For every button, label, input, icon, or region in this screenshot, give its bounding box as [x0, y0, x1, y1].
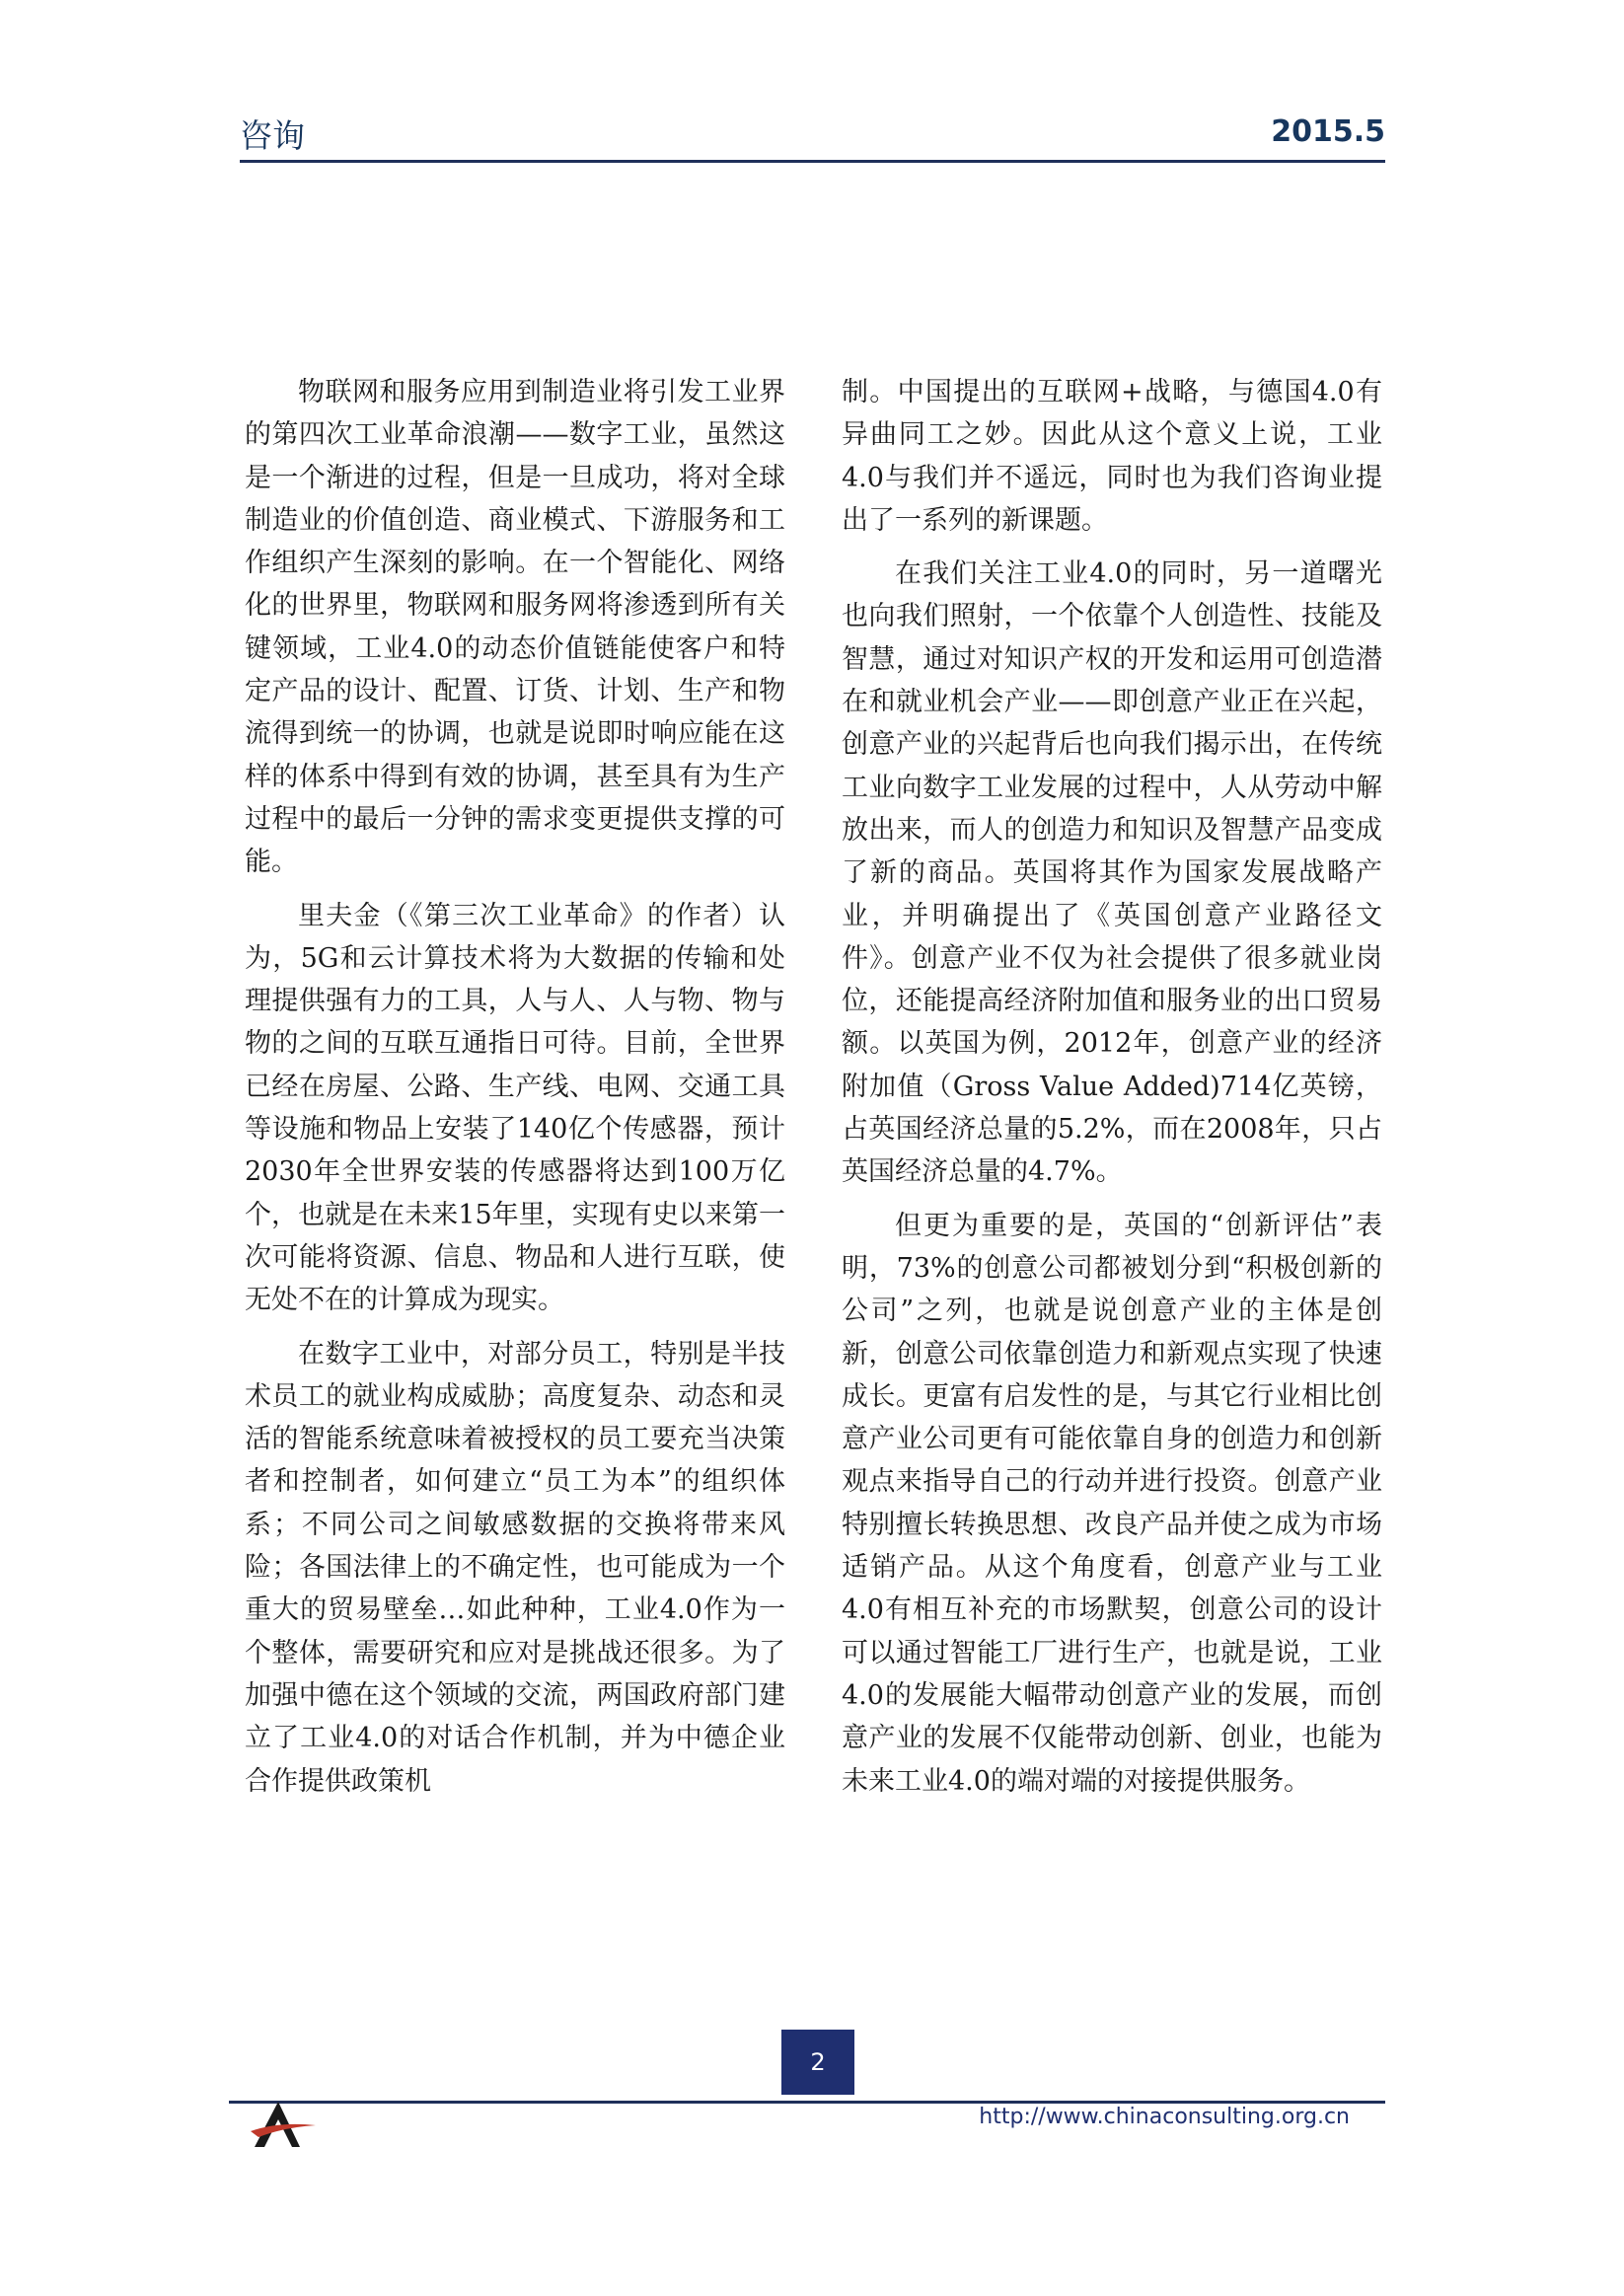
- paragraph: 但更为重要的是，英国的“创新评估”表明，73%的创意公司都被划分到“积极创新的公司”之列，也就是说创意产业的主体是创新，创意公司依靠创造力和新观点实现了快速成长。更富有启发性的是，与其它行业相比创意产业公司更有可能依靠自身的创造力和创新观点来指导自己的行动并进行投资。创意产业特别擅长转换思想、改良产品并使之成为市场适销产品。从这个角度看，创意产业与工业4.0有相互补充的市场默契，创意公司的设计可以通过智能工厂进行生产，也就是说，工业4.0的发展能大幅带动创意产业的发展，而创意产业的发展不仅能带动创新、创业，也能为未来工业4.0的端对端的对接提供服务。: [842, 1210, 1382, 1797]
- paragraph: 在我们关注工业4.0的同时，另一道曙光也向我们照射，一个依靠个人创造性、技能及智慧，通过对知识产权的开发和运用可创造潜在和就业机会产业——即创意产业正在兴起，创意产业的兴起背后也向我们揭示出，在传统工业向数字工业发展的过程中，人从劳动中解放出来，而人的创造力和知识及智慧产品变成了新的商品。英国将其作为国家发展战略产业，并明确提出了《英国创意产业路径文件》。创意产业不仅为社会提供了很多就业岗位，还能提高经济附加值和服务业的出口贸易额。以英国为例，2012年，创意产业的经济附加值（Gross Value Added)714亿英镑，占英国经济总量的5.2%，而在2008年，只占英国经济总量的4.7%。: [842, 558, 1382, 1188]
- paragraph-continuation: 制。中国提出的互联网+战略，与德国4.0有异曲同工之妙。因此从这个意义上说，工业4.0与我们并不遥远，同时也为我们咨询业提出了一系列的新课题。: [842, 377, 1382, 536]
- paragraph: 里夫金（《第三次工业革命》的作者）认为，5G和云计算技术将为大数据的传输和处理提供强有力的工具，人与人、人与物、物与物的之间的互联互通指日可待。目前，全世界已经在房屋、公路、生产线、电网、交通工具等设施和物品上安装了140亿个传感器，预计2030年全世界安装的传感器将达到100万亿个，也就是在未来15年里，实现有史以来第一次可能将资源、信息、物品和人进行互联，使无处不在的计算成为现实。: [245, 900, 785, 1316]
- footer-website-link[interactable]: http://www.chinaconsulting.org.cn: [979, 2105, 1350, 2129]
- right-column: [842, 371, 1382, 1814]
- paragraph: 在数字工业中，对部分员工，特别是半技术员工的就业构成威胁；高度复杂、动态和灵活的智能系统意味着被授权的员工要充当决策者和控制者，如何建立“员工为本”的组织体系；不同公司之间敏感数据的交换将带来风险；各国法律上的不确定性，也可能成为一个重大的贸易壁垒…如此种种，工业4.0作为一个整体，需要研究和应对是挑战还很多。为了加强中德在这个领域的交流，两国政府部门建立了工业4.0的对话合作机制，并为中德企业合作提供政策机: [245, 1338, 785, 1797]
- header-section-title: 咨询: [240, 116, 305, 155]
- header-divider: [240, 160, 1385, 163]
- publisher-logo-icon: [249, 2096, 318, 2151]
- left-column: [245, 371, 785, 1814]
- page-header: [240, 111, 1385, 166]
- header-issue-date: 2015.5: [1271, 114, 1385, 149]
- footer-divider: [229, 2101, 1385, 2104]
- page-number: 2: [781, 2030, 854, 2095]
- paragraph: 物联网和服务应用到制造业将引发工业界的第四次工业革命浪潮——数字工业，虽然这是一个渐进的过程，但是一旦成功，将对全球制造业的价值创造、商业模式、下游服务和工作组织产生深刻的影响。在一个智能化、网络化的世界里，物联网和服务网将渗透到所有关键领域，工业4.0的动态价值链能使客户和特定产品的设计、配置、订货、计划、生产和物流得到统一的协调，也就是说即时响应能在这样的体系中得到有效的协调，甚至具有为生产过程中的最后一分钟的需求变更提供支撑的可能。: [245, 377, 785, 878]
